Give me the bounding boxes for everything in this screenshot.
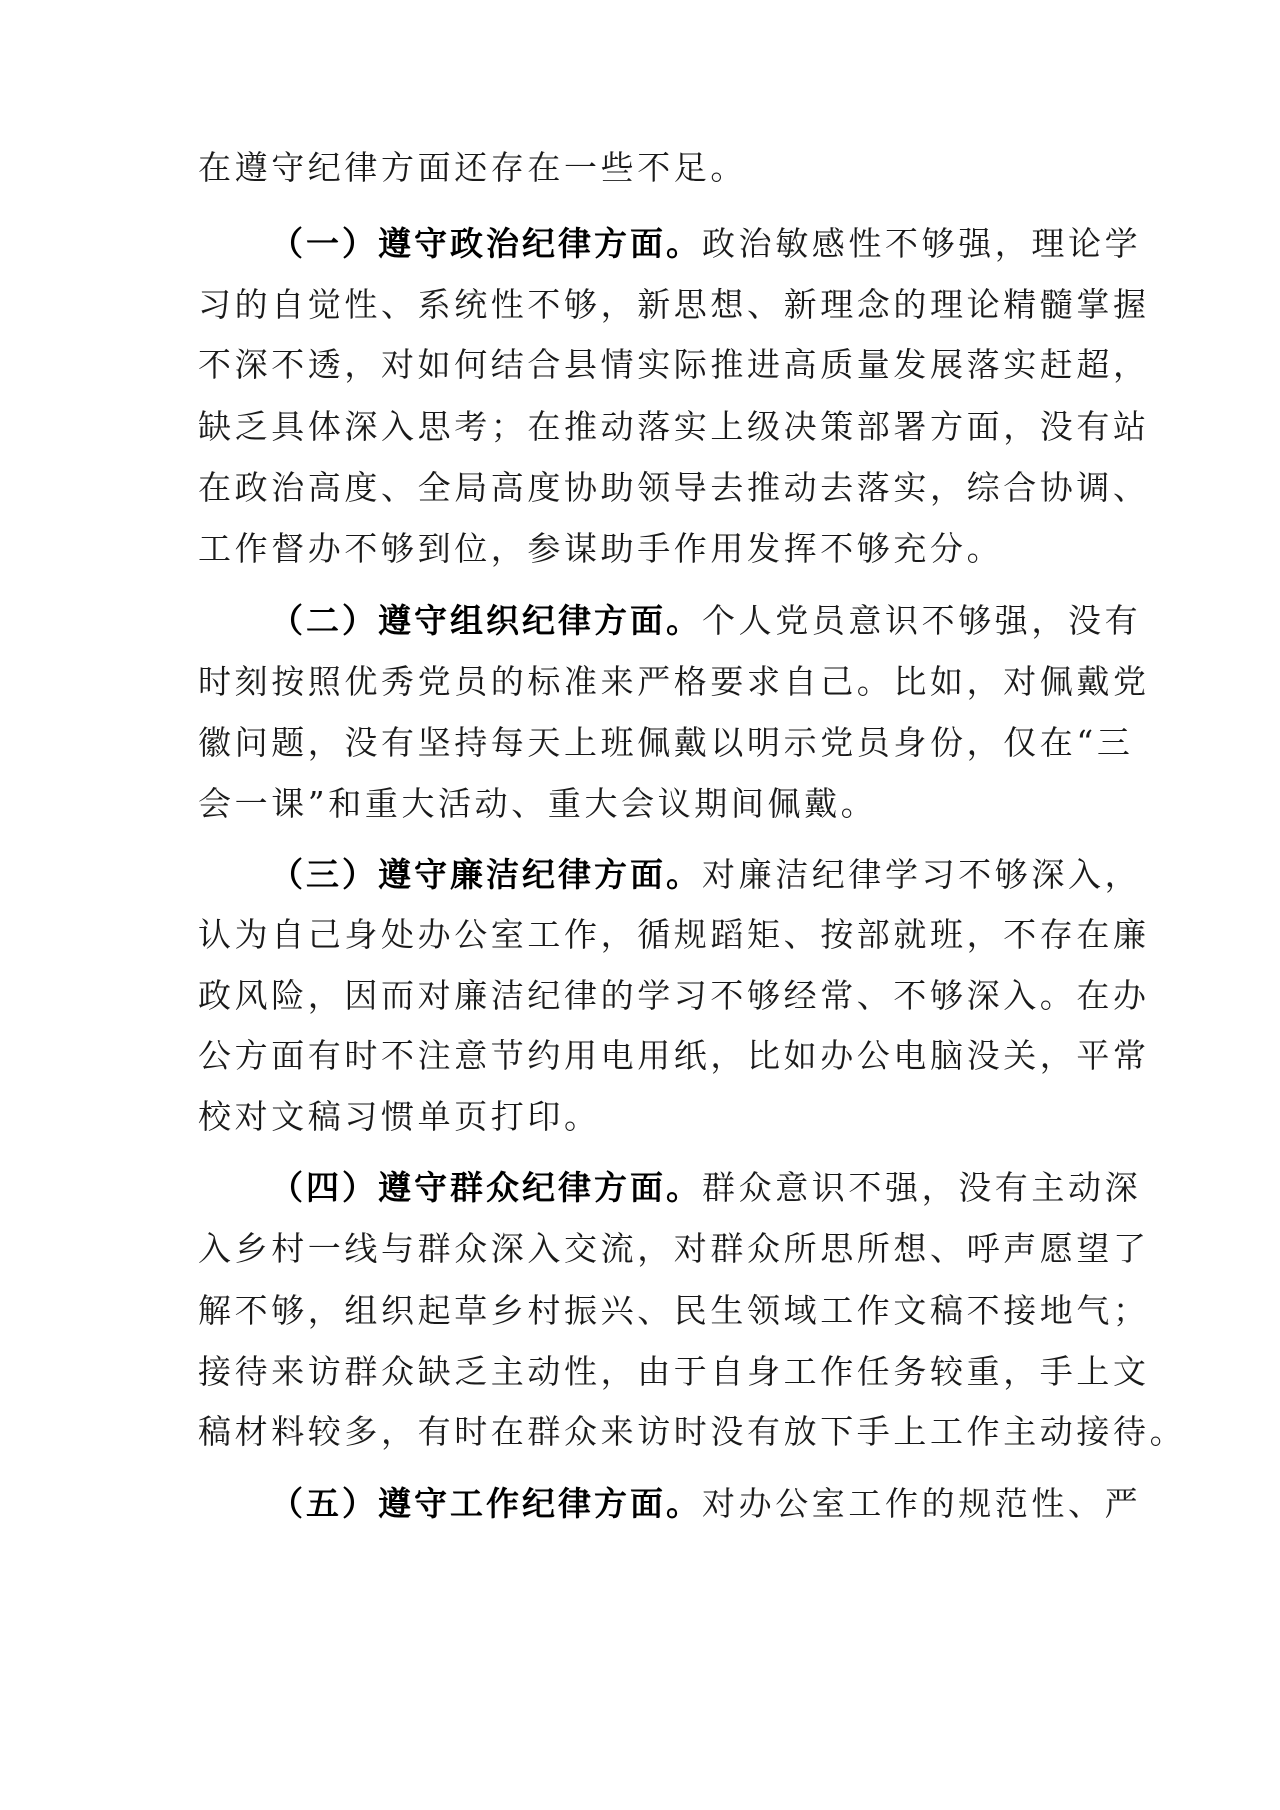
section-2-line: 时刻按照优秀党员的标准来严格要求自己。比如，对佩戴党 [198, 662, 1150, 701]
section-3-line: 政风险，因而对廉洁纪律的学习不够经常、不够深入。在办 [198, 976, 1150, 1015]
section-1-line: 在政治高度、全局高度协助领导去推动去落实，综合协调、 [198, 468, 1150, 507]
section-3-line: 认为自己身处办公室工作，循规蹈矩、按部就班，不存在廉 [198, 915, 1150, 954]
section-2-first-text: 个人党员意识不够强，没有 [702, 601, 1142, 640]
section-4-line: 接待来访群众缺乏主动性，由于自身工作任务较重，手上文 [198, 1352, 1150, 1391]
section-4-line: 稿材料较多，有时在群众来访时没有放下手上工作主动接待。 [198, 1412, 1187, 1451]
section-2-line: 会一课”和重大活动、重大会议期间佩戴。 [198, 784, 878, 823]
section-3-line: 公方面有时不注意节约用电用纸，比如办公电脑没关，平常 [198, 1036, 1150, 1075]
section-4-line: 解不够，组织起草乡村振兴、民生领域工作文稿不接地气； [198, 1291, 1150, 1330]
section-1-first-text: 政治敏感性不够强，理论学 [702, 224, 1142, 263]
section-3-first-text: 对廉洁纪律学习不够深入， [702, 855, 1142, 894]
section-5-first-text: 对办公室工作的规范性、严 [702, 1484, 1142, 1523]
section-4-line: 入乡村一线与群众深入交流，对群众所思所想、呼声愿望了 [198, 1229, 1150, 1268]
section-3-line: 校对文稿习惯单页打印。 [198, 1097, 601, 1136]
section-2-first-line [270, 596, 1142, 646]
section-1-heading: （一）遵守政治纪律方面。 [270, 224, 702, 263]
section-4-heading: （四）遵守群众纪律方面。 [270, 1168, 702, 1207]
section-1-line: 工作督办不够到位，参谋助手作用发挥不够充分。 [198, 529, 1004, 568]
section-1-line: 习的自觉性、系统性不够，新思想、新理念的理论精髓掌握 [198, 285, 1150, 324]
section-3-heading: （三）遵守廉洁纪律方面。 [270, 855, 702, 894]
section-1-first-line [270, 219, 1142, 269]
section-4-first-text: 群众意识不强，没有主动深 [702, 1168, 1142, 1207]
section-4-first-line [270, 1163, 1142, 1213]
section-1-line: 不深不透，对如何结合县情实际推进高质量发展落实赶超， [198, 345, 1150, 384]
section-5-first-line [270, 1479, 1142, 1529]
section-5-heading: （五）遵守工作纪律方面。 [270, 1484, 702, 1523]
section-2-heading: （二）遵守组织纪律方面。 [270, 601, 702, 640]
section-3-first-line [270, 850, 1142, 900]
section-2-line: 徽问题，没有坚持每天上班佩戴以明示党员身份，仅在“三 [198, 723, 1134, 762]
intro-line: 在遵守纪律方面还存在一些不足。 [198, 148, 747, 187]
section-1-line: 缺乏具体深入思考；在推动落实上级决策部署方面，没有站 [198, 407, 1150, 446]
